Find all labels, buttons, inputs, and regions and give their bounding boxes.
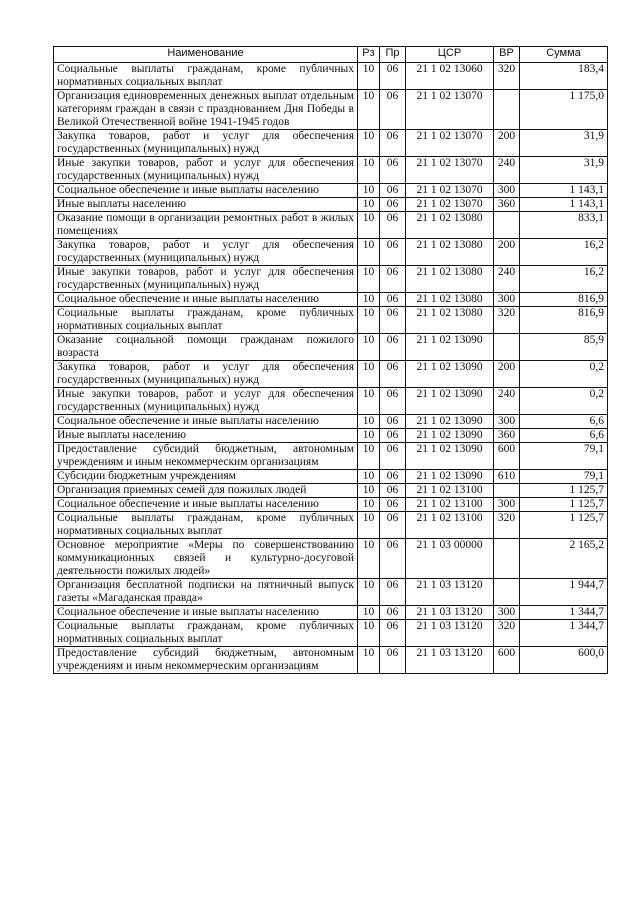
cell-pr: 06 <box>380 470 406 484</box>
cell-pr: 06 <box>380 198 406 212</box>
cell-pr: 06 <box>380 647 406 674</box>
cell-vr: 320 <box>494 307 520 334</box>
cell-csr: 21 1 02 13070 <box>406 130 494 157</box>
cell-sum: 31,9 <box>520 157 608 184</box>
cell-csr: 21 1 02 13090 <box>406 470 494 484</box>
cell-sum: 85,9 <box>520 334 608 361</box>
cell-csr: 21 1 02 13090 <box>406 415 494 429</box>
cell-name: Иные закупки товаров, работ и услуг для обеспечения государственных (муниципальных) нужд <box>54 157 358 184</box>
cell-csr: 21 1 02 13070 <box>406 184 494 198</box>
cell-rz: 10 <box>358 388 380 415</box>
cell-rz: 10 <box>358 415 380 429</box>
cell-vr: 600 <box>494 443 520 470</box>
cell-name: Иные закупки товаров, работ и услуг для обеспечения государственных (муниципальных) нужд <box>54 266 358 293</box>
cell-vr: 300 <box>494 498 520 512</box>
table-row <box>54 130 608 157</box>
cell-rz: 10 <box>358 157 380 184</box>
cell-pr: 06 <box>380 498 406 512</box>
cell-name: Предоставление субсидий бюджетным, автономным учреждениям и иным некоммерческим организациям <box>54 443 358 470</box>
cell-pr: 06 <box>380 579 406 606</box>
cell-sum: 1 143,1 <box>520 198 608 212</box>
cell-csr: 21 1 03 13120 <box>406 606 494 620</box>
cell-vr: 200 <box>494 361 520 388</box>
table-row <box>54 470 608 484</box>
cell-rz: 10 <box>358 239 380 266</box>
cell-name: Социальное обеспечение и иные выплаты населению <box>54 293 358 307</box>
cell-rz: 10 <box>358 198 380 212</box>
cell-csr: 21 1 02 13090 <box>406 334 494 361</box>
header-pr: Пр <box>380 47 406 63</box>
cell-sum: 1 125,7 <box>520 512 608 539</box>
cell-name: Организация единовременных денежных выплат отдельным категориям граждан в связи с празднованием Дня Победы в Великой Отечественной войне 1941-1945 годов <box>54 90 358 130</box>
cell-name: Иные выплаты населению <box>54 198 358 212</box>
cell-rz: 10 <box>358 498 380 512</box>
cell-rz: 10 <box>358 90 380 130</box>
table-row <box>54 184 608 198</box>
cell-pr: 06 <box>380 539 406 579</box>
cell-pr: 06 <box>380 484 406 498</box>
cell-sum: 1 344,7 <box>520 606 608 620</box>
cell-csr: 21 1 02 13100 <box>406 484 494 498</box>
cell-sum: 600,0 <box>520 647 608 674</box>
cell-name: Субсидии бюджетным учреждениям <box>54 470 358 484</box>
cell-name: Иные закупки товаров, работ и услуг для обеспечения государственных (муниципальных) нужд <box>54 388 358 415</box>
cell-sum: 183,4 <box>520 63 608 90</box>
table-row <box>54 429 608 443</box>
cell-csr: 21 1 02 13070 <box>406 198 494 212</box>
cell-csr: 21 1 02 13090 <box>406 361 494 388</box>
cell-vr: 610 <box>494 470 520 484</box>
table-row <box>54 498 608 512</box>
cell-vr: 320 <box>494 620 520 647</box>
cell-csr: 21 1 02 13080 <box>406 239 494 266</box>
header-sum: Сумма <box>520 47 608 63</box>
cell-pr: 06 <box>380 184 406 198</box>
cell-sum: 1 175,0 <box>520 90 608 130</box>
cell-pr: 06 <box>380 512 406 539</box>
cell-vr: 300 <box>494 184 520 198</box>
cell-vr <box>494 334 520 361</box>
cell-pr: 06 <box>380 334 406 361</box>
cell-rz: 10 <box>358 606 380 620</box>
table-row <box>54 198 608 212</box>
cell-csr: 21 1 02 13100 <box>406 498 494 512</box>
cell-rz: 10 <box>358 293 380 307</box>
cell-sum: 816,9 <box>520 307 608 334</box>
cell-name: Предоставление субсидий бюджетным, автономным учреждениям и иным некоммерческим организациям <box>54 647 358 674</box>
cell-vr: 360 <box>494 429 520 443</box>
cell-pr: 06 <box>380 157 406 184</box>
cell-csr: 21 1 03 13120 <box>406 579 494 606</box>
cell-vr: 360 <box>494 198 520 212</box>
table-row <box>54 606 608 620</box>
cell-sum: 1 125,7 <box>520 498 608 512</box>
cell-sum: 1 143,1 <box>520 184 608 198</box>
cell-sum: 79,1 <box>520 443 608 470</box>
cell-pr: 06 <box>380 90 406 130</box>
cell-rz: 10 <box>358 130 380 157</box>
cell-sum: 0,2 <box>520 388 608 415</box>
cell-csr: 21 1 03 00000 <box>406 539 494 579</box>
table-row <box>54 90 608 130</box>
table-row <box>54 539 608 579</box>
cell-sum: 2 165,2 <box>520 539 608 579</box>
cell-name: Социальное обеспечение и иные выплаты населению <box>54 498 358 512</box>
cell-rz: 10 <box>358 647 380 674</box>
cell-vr: 240 <box>494 157 520 184</box>
cell-sum: 833,1 <box>520 212 608 239</box>
cell-pr: 06 <box>380 266 406 293</box>
cell-vr: 300 <box>494 415 520 429</box>
header-rz: Рз <box>358 47 380 63</box>
cell-csr: 21 1 02 13090 <box>406 388 494 415</box>
header-name: Наименование <box>54 47 358 63</box>
table-row <box>54 293 608 307</box>
cell-name: Социальные выплаты гражданам, кроме публичных нормативных социальных выплат <box>54 620 358 647</box>
cell-pr: 06 <box>380 606 406 620</box>
table-row <box>54 579 608 606</box>
cell-rz: 10 <box>358 620 380 647</box>
cell-vr: 200 <box>494 130 520 157</box>
cell-vr: 200 <box>494 239 520 266</box>
table-row <box>54 266 608 293</box>
cell-rz: 10 <box>358 470 380 484</box>
cell-name: Социальные выплаты гражданам, кроме публичных нормативных социальных выплат <box>54 512 358 539</box>
cell-sum: 1 125,7 <box>520 484 608 498</box>
budget-table <box>53 46 608 674</box>
cell-name: Закупка товаров, работ и услуг для обеспечения государственных (муниципальных) нужд <box>54 130 358 157</box>
cell-rz: 10 <box>358 484 380 498</box>
cell-csr: 21 1 02 13090 <box>406 443 494 470</box>
cell-sum: 16,2 <box>520 239 608 266</box>
cell-pr: 06 <box>380 212 406 239</box>
cell-rz: 10 <box>358 266 380 293</box>
cell-rz: 10 <box>358 539 380 579</box>
cell-name: Социальные выплаты гражданам, кроме публичных нормативных социальных выплат <box>54 307 358 334</box>
cell-vr: 320 <box>494 63 520 90</box>
table-row <box>54 334 608 361</box>
cell-name: Закупка товаров, работ и услуг для обеспечения государственных (муниципальных) нужд <box>54 239 358 266</box>
table-row <box>54 388 608 415</box>
cell-csr: 21 1 03 13120 <box>406 647 494 674</box>
cell-name: Организация бесплатной подписки на пятничный выпуск газеты «Магаданская правда» <box>54 579 358 606</box>
cell-csr: 21 1 03 13120 <box>406 620 494 647</box>
cell-sum: 0,2 <box>520 361 608 388</box>
cell-pr: 06 <box>380 307 406 334</box>
table-row <box>54 512 608 539</box>
cell-csr: 21 1 02 13060 <box>406 63 494 90</box>
cell-csr: 21 1 02 13080 <box>406 307 494 334</box>
header-csr: ЦСР <box>406 47 494 63</box>
table-row <box>54 239 608 266</box>
cell-name: Социальное обеспечение и иные выплаты населению <box>54 606 358 620</box>
cell-rz: 10 <box>358 212 380 239</box>
cell-vr <box>494 484 520 498</box>
cell-rz: 10 <box>358 579 380 606</box>
cell-pr: 06 <box>380 293 406 307</box>
table-row <box>54 361 608 388</box>
cell-pr: 06 <box>380 63 406 90</box>
cell-csr: 21 1 02 13080 <box>406 293 494 307</box>
cell-name: Закупка товаров, работ и услуг для обеспечения государственных (муниципальных) нужд <box>54 361 358 388</box>
table-row <box>54 443 608 470</box>
cell-name: Оказание социальной помощи гражданам пожилого возраста <box>54 334 358 361</box>
cell-name: Социальное обеспечение и иные выплаты населению <box>54 415 358 429</box>
cell-sum: 1 944,7 <box>520 579 608 606</box>
cell-pr: 06 <box>380 443 406 470</box>
cell-sum: 79,1 <box>520 470 608 484</box>
cell-name: Оказание помощи в организации ремонтных работ в жилых помещениях <box>54 212 358 239</box>
cell-sum: 6,6 <box>520 429 608 443</box>
cell-csr: 21 1 02 13090 <box>406 429 494 443</box>
cell-name: Социальные выплаты гражданам, кроме публичных нормативных социальных выплат <box>54 63 358 90</box>
cell-vr: 320 <box>494 512 520 539</box>
cell-csr: 21 1 02 13080 <box>406 266 494 293</box>
cell-sum: 16,2 <box>520 266 608 293</box>
table-header-row <box>54 47 608 63</box>
cell-rz: 10 <box>358 443 380 470</box>
table-body <box>54 63 608 674</box>
cell-rz: 10 <box>358 307 380 334</box>
cell-vr <box>494 212 520 239</box>
table-row <box>54 157 608 184</box>
cell-pr: 06 <box>380 361 406 388</box>
cell-pr: 06 <box>380 415 406 429</box>
table-row <box>54 63 608 90</box>
cell-csr: 21 1 02 13080 <box>406 212 494 239</box>
cell-pr: 06 <box>380 239 406 266</box>
table-row <box>54 647 608 674</box>
cell-rz: 10 <box>358 512 380 539</box>
cell-vr: 240 <box>494 388 520 415</box>
cell-csr: 21 1 02 13100 <box>406 512 494 539</box>
cell-csr: 21 1 02 13070 <box>406 90 494 130</box>
cell-name: Основное мероприятие «Меры по совершенствованию коммуникационных связей и культурно-досуговой деятельности пожилых людей» <box>54 539 358 579</box>
cell-sum: 816,9 <box>520 293 608 307</box>
cell-vr: 300 <box>494 293 520 307</box>
cell-vr <box>494 539 520 579</box>
table-row <box>54 415 608 429</box>
cell-rz: 10 <box>358 429 380 443</box>
cell-rz: 10 <box>358 184 380 198</box>
cell-sum: 31,9 <box>520 130 608 157</box>
table-row <box>54 212 608 239</box>
cell-name: Иные выплаты населению <box>54 429 358 443</box>
cell-pr: 06 <box>380 388 406 415</box>
cell-vr <box>494 579 520 606</box>
cell-rz: 10 <box>358 334 380 361</box>
cell-name: Социальное обеспечение и иные выплаты населению <box>54 184 358 198</box>
table-row <box>54 307 608 334</box>
cell-pr: 06 <box>380 429 406 443</box>
cell-pr: 06 <box>380 620 406 647</box>
cell-rz: 10 <box>358 361 380 388</box>
cell-rz: 10 <box>358 63 380 90</box>
header-vr: ВР <box>494 47 520 63</box>
cell-csr: 21 1 02 13070 <box>406 157 494 184</box>
cell-pr: 06 <box>380 130 406 157</box>
cell-vr: 300 <box>494 606 520 620</box>
cell-vr <box>494 90 520 130</box>
table-row <box>54 484 608 498</box>
cell-vr: 240 <box>494 266 520 293</box>
table-row <box>54 620 608 647</box>
cell-sum: 1 344,7 <box>520 620 608 647</box>
cell-sum: 6,6 <box>520 415 608 429</box>
cell-name: Организация приемных семей для пожилых людей <box>54 484 358 498</box>
cell-vr: 600 <box>494 647 520 674</box>
